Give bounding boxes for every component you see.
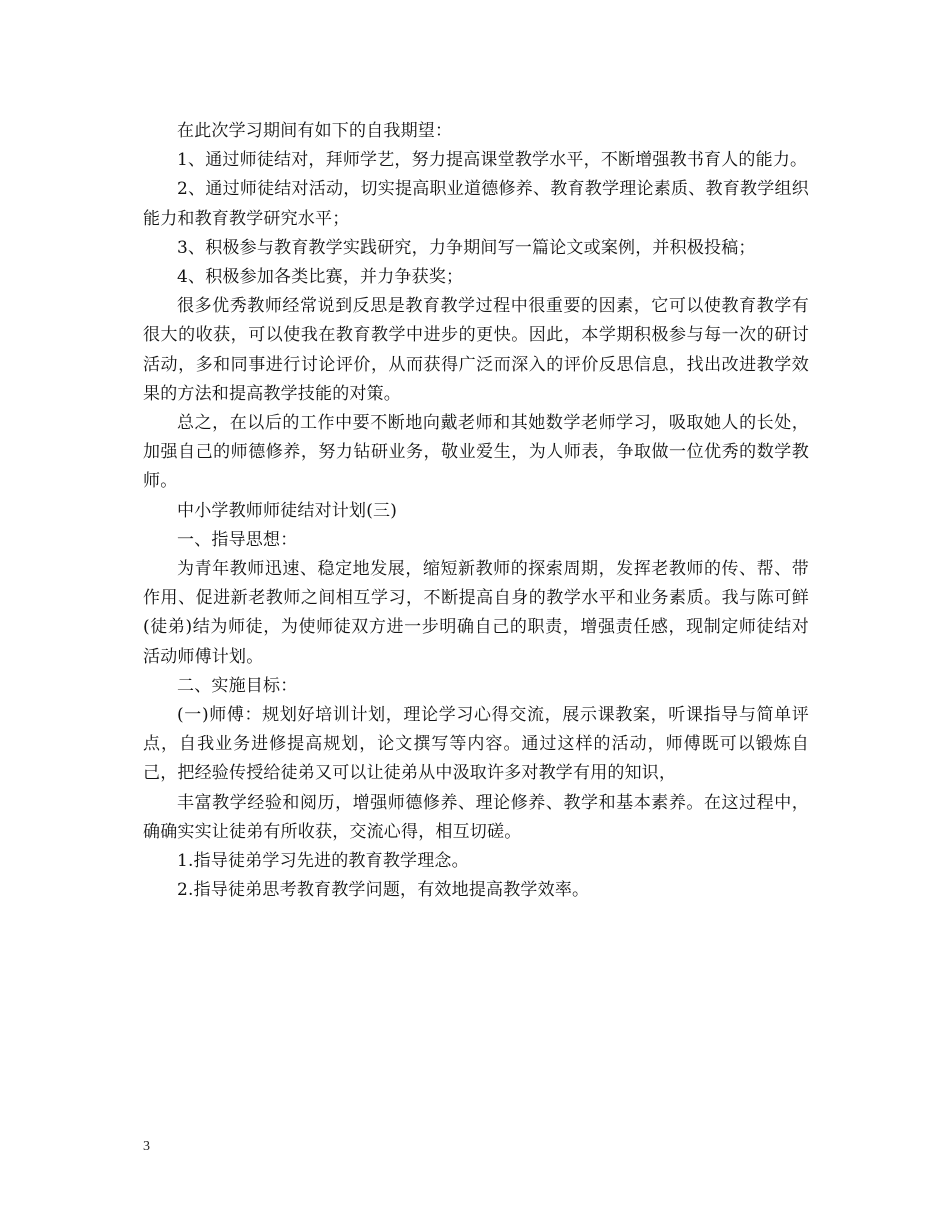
paragraph-expectation-3: 3、积极参与教育教学实践研究，力争期间写一篇论文或案例，并积极投稿； — [177, 237, 756, 258]
list-item-1: 1.指导徒弟学习先进的教育教学理念。 — [177, 851, 469, 872]
page-number: 3 — [143, 1139, 150, 1154]
heading-guiding-ideology: 一、指导思想： — [177, 529, 298, 550]
paragraph-mentor-role: (一)师傅：规划好培训计划，理论学习心得交流，展示课教案，听课指导与简单评点，自我业务进修提高规划，论文撰写等内容。通过这样的活动，师傅既可以锻炼自己，把经验传授给徒弟又可以让徒弟从中汲取许多对教学有用的知识， — [143, 705, 809, 784]
paragraph-expectation-2: 2、通过师徒结对活动，切实提高职业道德修养、教育教学理论素质、教育教学组织能力和教育教学研究水平； — [143, 179, 809, 229]
paragraph-reflection: 很多优秀教师经常说到反思是教育教学过程中很重要的因素，它可以使教育教学有很大的收获，可以使我在教育教学中进步的更快。因此，本学期积极参与每一次的研讨活动，多和同事进行讨论评价，从而获得广泛而深入的评价反思信息，找出改进教学效果的方法和提高教学技能的对策。 — [143, 296, 809, 404]
document-body — [143, 117, 809, 905]
paragraph-enrich-experience: 丰富教学经验和阅历，增强师德修养、理论修养、教学和基本素养。在这过程中，确确实实让徒弟有所收获，交流心得，相互切磋。 — [143, 792, 809, 842]
paragraph-expectations-intro: 在此次学习期间有如下的自我期望： — [177, 121, 453, 141]
paragraph-conclusion: 总之，在以后的工作中要不断地向戴老师和其她数学老师学习，吸取她人的长处，加强自己的师德修养，努力钻研业务，敬业爱生，为人师表，争取做一位优秀的数学教师。 — [143, 413, 809, 492]
heading-implementation-goals: 二、实施目标： — [177, 675, 298, 696]
paragraph-expectation-4: 4、积极参加各类比赛，并力争获奖； — [177, 267, 464, 288]
paragraph-guiding-ideology: 为青年教师迅速、稳定地发展，缩短新教师的探索周期，发挥老教师的传、帮、带作用、促进新老教师之间相互学习，不断提高自身的教学水平和业务素质。我与陈可鲜(徒弟)结为师徒，为使师徒双方进一步明确自己的职责，增强责任感，现制定师徒结对活动师傅计划。 — [143, 559, 809, 667]
list-item-2: 2.指导徒弟思考教育教学问题，有效地提高教学效率。 — [177, 880, 590, 901]
section-title-plan-three: 中小学教师师徒结对计划(三) — [177, 500, 398, 521]
paragraph-expectation-1: 1、通过师徒结对，拜师学艺，努力提高课堂教学水平，不断增强教书育人的能力。 — [177, 150, 808, 171]
